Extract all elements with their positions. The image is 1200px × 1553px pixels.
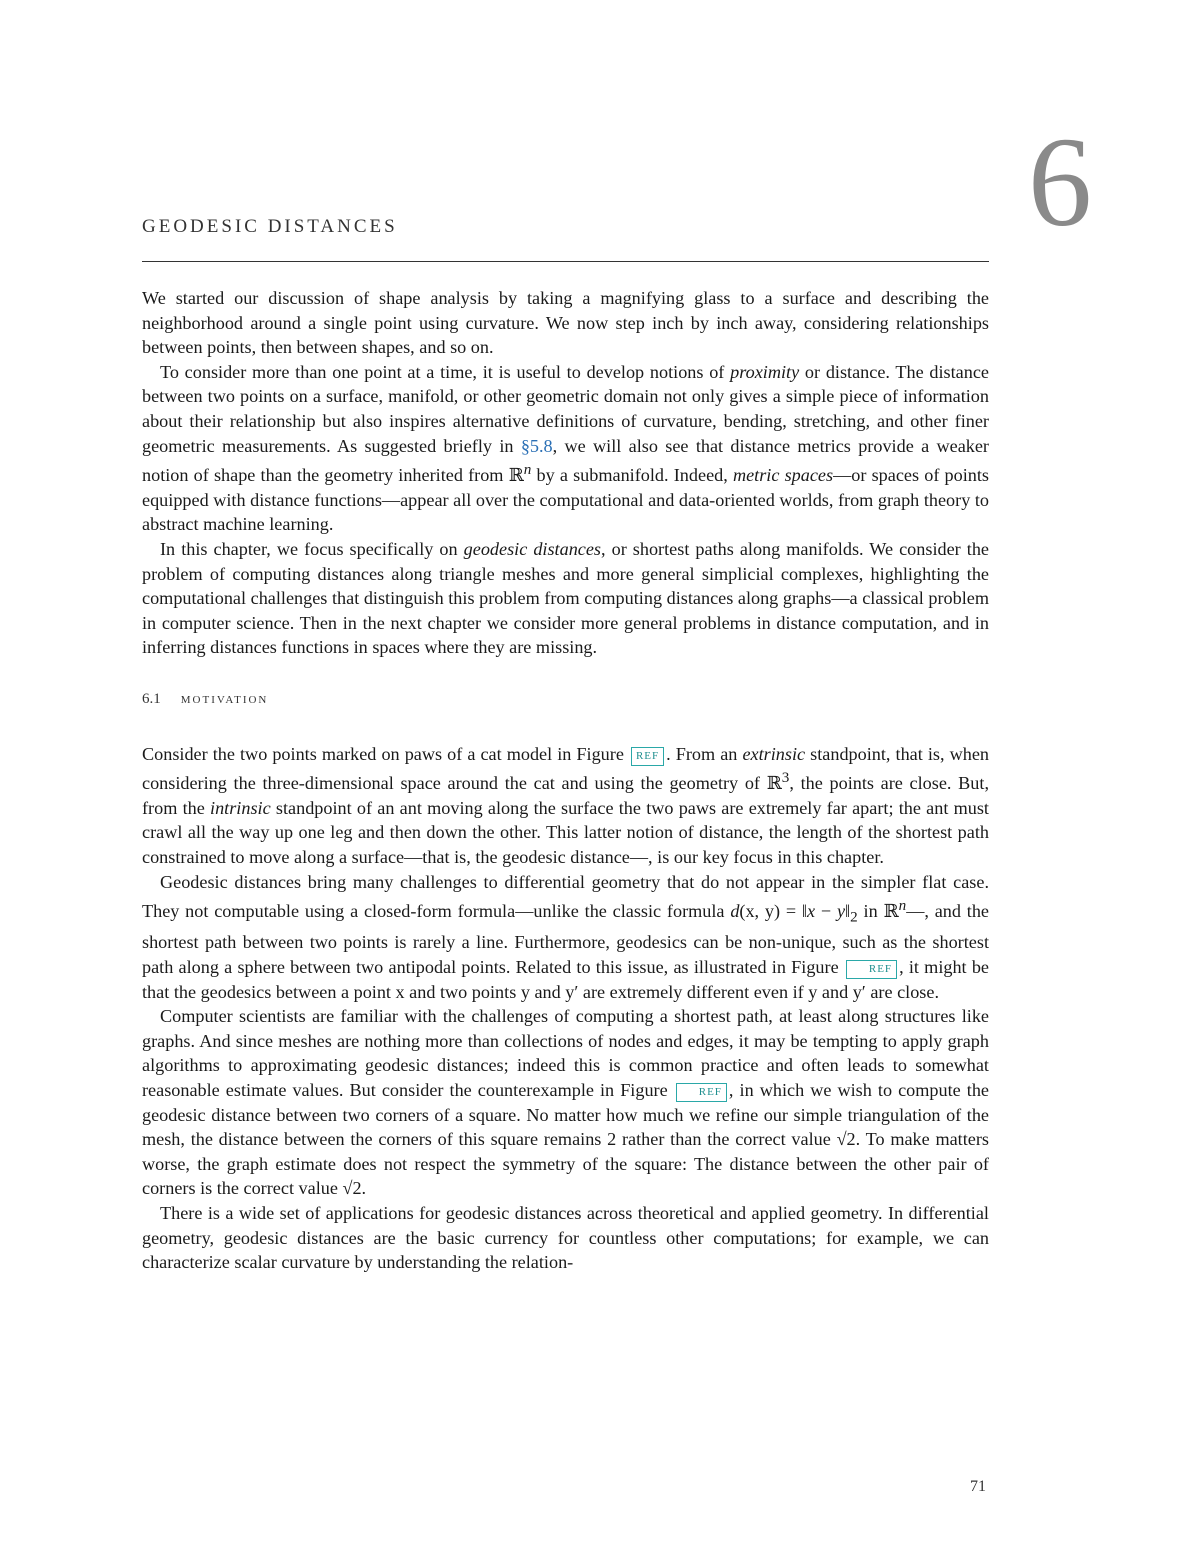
body-text [142, 286, 989, 1275]
chapter-title: GEODESIC DISTANCES [142, 216, 398, 237]
chapter-number: 6 [1028, 111, 1092, 253]
figure-ref-link[interactable]: REF [676, 1083, 727, 1102]
figure-ref-link[interactable]: REF [846, 960, 897, 979]
section-title: motivation [180, 690, 269, 707]
page-number: 71 [970, 1478, 986, 1495]
paragraph: There is a wide set of applications for geodesic distances across theoretical and applied geometry. In differential geometry, geodesic distances are the basic currency for countless other computations; for example, we can characterize scalar curvature by understanding the relation- [142, 1203, 989, 1273]
section-link[interactable]: §5.8 [520, 435, 553, 456]
section-number: 6.1 [142, 690, 161, 707]
figure-ref-link[interactable]: REF [631, 747, 664, 766]
paragraph: To consider more than one point at a time, it is useful to develop notions of proximity or distance. The distance between two points on a surface, manifold, or other geometric domain not only gives a simple piece of information about their relationship but also inspires alternative definitions of curvature, bending, stretching, and other finer geometric measurements. As suggested briefly in §5.8, we will also see that distance metrics provide a weaker notion of shape than the geometry inherited from ℝ$^n$ by a submanifold. Indeed, metric spaces—or spaces of points equipped with distance functions—appear all over the computational and data-oriented worlds, from graph theory to abstract machine learning. [142, 361, 990, 535]
chapter-title-rule [142, 261, 989, 262]
paragraph: We started our discussion of shape analysis by taking a magnifying glass to a surface and describing the neighborhood around a single point using curvature. We now step inch by inch away, considering relationships between points, then between shapes, and so on. [142, 288, 989, 358]
paragraph: Computer scientists are familiar with the challenges of computing a shortest path, at least along structures like graphs. And since meshes are nothing more than collections of nodes and edges, it may be tempting to apply graph algorithms to approximating geodesic distances; indeed this is common practice and often leads to somewhat reasonable estimate values. But consider the counterexample in Figure REF , in which we wish to compute the geodesic distance between two corners of a square. No matter how much we refine our simple triangulation of the mesh, the distance between the corners of this square remains 2 rather than the correct value √2. To make matters worse, the graph estimate does not respect the symmetry of the square: The distance between the other pair of corners is the correct value √2. [142, 1006, 989, 1199]
paragraph: Consider the two points marked on paws of a cat model in Figure REF . From an extrinsic standpoint, that is, when considering the three-dimensional space around the cat and using the geometry of ℝ$^3$, the points are close. But, from the intrinsic standpoint of an ant moving along the surface the two paws are extremely far apart; the ant must crawl all the way up one leg and then down the other. This latter notion of distance, the length of the shortest path constrained to move along a surface—that is, the geodesic distance—, is our key focus in this chapter. [142, 743, 989, 867]
section-heading [142, 687, 989, 712]
paragraph: In this chapter, we focus specifically on geodesic distances, or shortest paths along manifolds. We consider the problem of computing distances along triangle meshes and more general simplicial complexes, highlighting the computational challenges that distinguish this problem from computing distances along graphs—a classical problem in computer science. Then in the next chapter we consider more general problems in distance computation, and in inferring distances functions in spaces where they are missing. [142, 539, 989, 658]
paragraph: Geodesic distances bring many challenges to differential geometry that do not appear in the simpler flat case. They not computable using a closed-form formula—unlike the classic formula d(x, y) = ‖x − $y‖_2$ in ℝ$^n$—, and the shortest path between two points is rarely a line. Furthermore, geodesics can be non-unique, such as the shortest path along a sphere between two antipodal points. Related to this issue, as illustrated in Figure REF , it might be that the geodesics between a point x and two points y and y′ are extremely different even if y and y′ are close. [142, 871, 990, 1002]
